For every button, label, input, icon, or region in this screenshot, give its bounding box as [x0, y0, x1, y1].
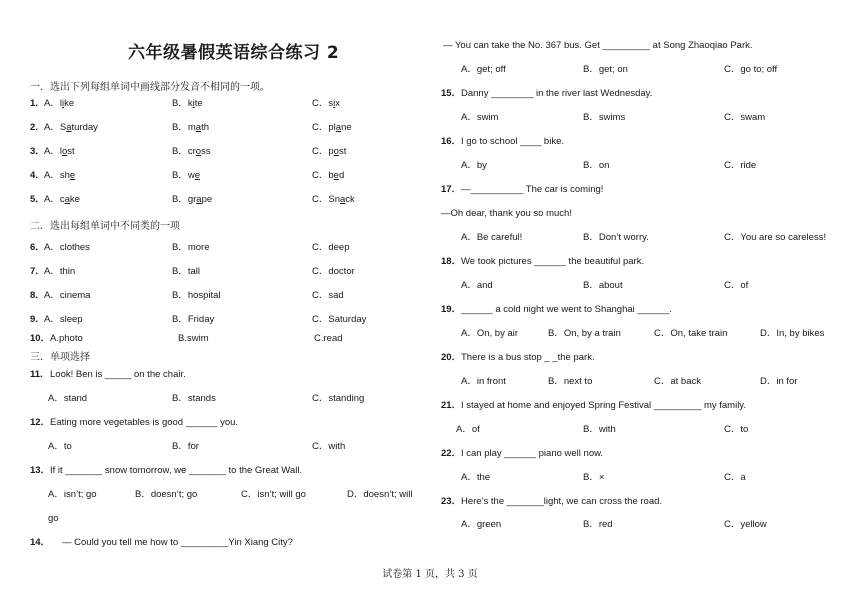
q1-option-b[interactable]: B．kite — [172, 98, 203, 109]
q13-option-b[interactable]: B．doesn’t; go — [135, 489, 198, 500]
q21-option-a[interactable]: A．of — [456, 424, 480, 435]
q17-option-b[interactable]: B．Don’t worry. — [583, 232, 649, 243]
q7-number: 7． — [30, 266, 45, 277]
underlined-letters: a — [195, 122, 202, 133]
q20-option-d[interactable]: D．in for — [760, 376, 798, 387]
q10-option-b[interactable]: B.swim — [178, 333, 209, 344]
q7-option-b[interactable]: B．tall — [172, 266, 200, 277]
q18-option-b[interactable]: B．about — [583, 280, 623, 291]
underlined-letters: i — [61, 98, 65, 109]
q13-option-d-cont: go — [48, 513, 59, 524]
q19-option-b[interactable]: B．On, by a train — [548, 328, 621, 339]
q12-option-b[interactable]: B．for — [172, 441, 199, 452]
q7-option-a[interactable]: A．thin — [44, 266, 76, 277]
q22-number: 22． — [441, 448, 462, 459]
q9-option-b[interactable]: B．Friday — [172, 314, 215, 325]
q9-option-a[interactable]: A．sleep — [44, 314, 83, 325]
q21-stem: I stayed at home and enjoyed Spring Festival _________ my family. — [461, 400, 746, 411]
q3-number: 3． — [30, 146, 45, 157]
page-footer: 试卷第 1 页，共 3 页 — [382, 569, 478, 580]
q18-stem: We took pictures ______ the beautiful park. — [461, 256, 645, 267]
underlined-letters: e — [333, 170, 339, 181]
q20-stem: There is a bus stop _ _the park. — [461, 352, 595, 363]
underlined-letters: a — [64, 194, 70, 205]
underlined-letters: o — [61, 146, 68, 157]
q20-option-b[interactable]: B．next to — [548, 376, 593, 387]
section-1-heading: 一．选出下列每组单词中画线部分发音不相同的一项。 — [30, 82, 270, 93]
q15-option-a[interactable]: A．swim — [461, 112, 499, 123]
underlined-letters: a — [66, 122, 72, 133]
q6-option-a[interactable]: A．clothes — [44, 242, 90, 253]
q12-option-c[interactable]: C．with — [312, 441, 346, 452]
q14-stem: — Could you tell me how to _________Yin Xiang City? — [62, 537, 293, 548]
q23-option-c[interactable]: C．yellow — [724, 519, 767, 530]
q1-option-a[interactable]: A．like — [44, 98, 75, 109]
q13-option-a[interactable]: A．isn’t; go — [48, 489, 97, 500]
q15-number: 15． — [441, 88, 462, 99]
underlined-letters: i — [192, 98, 195, 109]
q4-number: 4． — [30, 170, 45, 181]
q17-stem: —__________ The car is coming! — [461, 184, 604, 195]
q10-number: 10． — [30, 333, 51, 344]
q12-option-a[interactable]: A．to — [48, 441, 72, 452]
q17-stem-reply: —Oh dear, thank you so much! — [441, 208, 572, 219]
q19-number: 19． — [441, 304, 462, 315]
q8-option-c[interactable]: C．sad — [312, 290, 344, 301]
underlined-letters: a — [196, 194, 202, 205]
q8-number: 8． — [30, 290, 45, 301]
q18-option-c[interactable]: C．of — [724, 280, 749, 291]
q6-option-b[interactable]: B．more — [172, 242, 210, 253]
q16-option-a[interactable]: A．by — [461, 160, 487, 171]
q5-option-c[interactable]: C．Snack — [312, 194, 355, 205]
q12-stem: Eating more vegetables is good ______ you. — [50, 417, 239, 428]
q17-option-a[interactable]: A．Be careful! — [461, 232, 523, 243]
underlined-letters: o — [195, 146, 202, 157]
q11-stem: Look! Ben is _____ on the chair. — [50, 369, 186, 380]
q13-option-c[interactable]: C．isn’t; will go — [241, 489, 306, 500]
q2-number: 2． — [30, 122, 45, 133]
q11-number: 11． — [30, 369, 50, 380]
q9-number: 9． — [30, 314, 45, 325]
q8-option-a[interactable]: A．cinema — [44, 290, 91, 301]
q18-number: 18． — [441, 256, 462, 267]
q3-option-c[interactable]: C．post — [312, 146, 347, 157]
q6-option-c[interactable]: C．deep — [312, 242, 350, 253]
q4-option-b[interactable]: B．we — [172, 170, 200, 181]
q15-option-b[interactable]: B．swims — [583, 112, 626, 123]
q6-number: 6． — [30, 242, 45, 253]
q2-option-a[interactable]: A．Saturday — [44, 122, 98, 133]
q14-option-c[interactable]: C．go to; off — [724, 64, 778, 75]
q13-number: 13． — [30, 465, 51, 476]
q5-option-a[interactable]: A．cake — [44, 194, 80, 205]
q1-option-c[interactable]: C．six — [312, 98, 340, 109]
q8-option-b[interactable]: B．hospital — [172, 290, 221, 301]
q13-option-d[interactable]: D．doesn’t; will — [347, 489, 413, 500]
q22-option-b[interactable]: B．× — [583, 472, 605, 483]
q22-stem: I can play ______ piano well now. — [461, 448, 604, 459]
q2-option-b[interactable]: B．math — [172, 122, 209, 133]
q21-option-b[interactable]: B．with — [583, 424, 616, 435]
q7-option-c[interactable]: C．doctor — [312, 266, 355, 277]
q5-option-b[interactable]: B．grape — [172, 194, 213, 205]
section-2-heading: 二．选出每组单词中不同类的一项 — [30, 221, 180, 232]
q11-option-b[interactable]: B．stands — [172, 393, 216, 404]
q18-option-a[interactable]: A．and — [461, 280, 493, 291]
q3-option-b[interactable]: B．cross — [172, 146, 211, 157]
q20-option-a[interactable]: A．in front — [461, 376, 506, 387]
q11-option-a[interactable]: A．stand — [48, 393, 88, 404]
q9-option-c[interactable]: C．Saturday — [312, 314, 367, 325]
q3-option-a[interactable]: A．lost — [44, 146, 75, 157]
q17-number: 17． — [441, 184, 462, 195]
q19-option-c[interactable]: C．On, take train — [654, 328, 728, 339]
underlined-letters: o — [333, 146, 339, 157]
q10-option-a[interactable]: A.photo — [50, 333, 83, 344]
q16-stem: I go to school ____ bike. — [461, 136, 564, 147]
q20-option-c[interactable]: C．at back — [654, 376, 701, 387]
q23-option-a[interactable]: A．green — [461, 519, 502, 530]
q5-number: 5． — [30, 194, 45, 205]
q23-option-b[interactable]: B．red — [583, 519, 613, 530]
q15-option-c[interactable]: C．swam — [724, 112, 766, 123]
q4-option-a[interactable]: A．she — [44, 170, 76, 181]
q17-option-c[interactable]: C．You are so careless! — [724, 232, 827, 243]
underlined-letters: a — [339, 194, 346, 205]
underlined-letters: e — [194, 170, 200, 181]
q20-number: 20． — [441, 352, 462, 363]
q15-stem: Danny ________ in the river last Wednesday. — [461, 88, 653, 99]
q12-number: 12． — [30, 417, 51, 428]
q13-stem: If it _______ snow tomorrow, we _______ to the Great Wall. — [50, 465, 303, 476]
q16-number: 16． — [441, 136, 462, 147]
section-3-heading: 三．单项选择 — [30, 352, 90, 363]
q23-stem: Here’s the _______light, we can cross the road. — [461, 496, 663, 507]
q21-option-c[interactable]: C．to — [724, 424, 749, 435]
q16-option-c[interactable]: C．ride — [724, 160, 757, 171]
q22-option-a[interactable]: A．the — [461, 472, 491, 483]
q21-number: 21． — [441, 400, 462, 411]
q22-option-c[interactable]: C．a — [724, 472, 746, 483]
q14-option-b[interactable]: B．get; on — [583, 64, 628, 75]
q14-reply: — You can take the No. 367 bus. Get _________ at Song Zhaoqiao Park. — [443, 40, 753, 51]
q2-option-c[interactable]: C．plane — [312, 122, 352, 133]
q14-option-a[interactable]: A．get; off — [461, 64, 506, 75]
q23-number: 23． — [441, 496, 462, 507]
q10-option-c[interactable]: C.read — [314, 333, 343, 344]
underlined-letters: e — [69, 170, 76, 181]
q19-option-d[interactable]: D．In, by bikes — [760, 328, 825, 339]
page-title: 六年级暑假英语综合练习 2 — [128, 43, 340, 63]
q11-option-c[interactable]: C．standing — [312, 393, 365, 404]
underlined-letters: a — [335, 122, 342, 133]
q19-option-a[interactable]: A．On, by air — [461, 328, 519, 339]
q4-option-c[interactable]: C．bed — [312, 170, 345, 181]
q16-option-b[interactable]: B．on — [583, 160, 610, 171]
underlined-letters: i — [333, 98, 336, 109]
q14-number: 14． — [30, 537, 51, 548]
q1-number: 1． — [30, 98, 45, 109]
q19-stem: ______ a cold night we went to Shanghai ______. — [461, 304, 672, 315]
